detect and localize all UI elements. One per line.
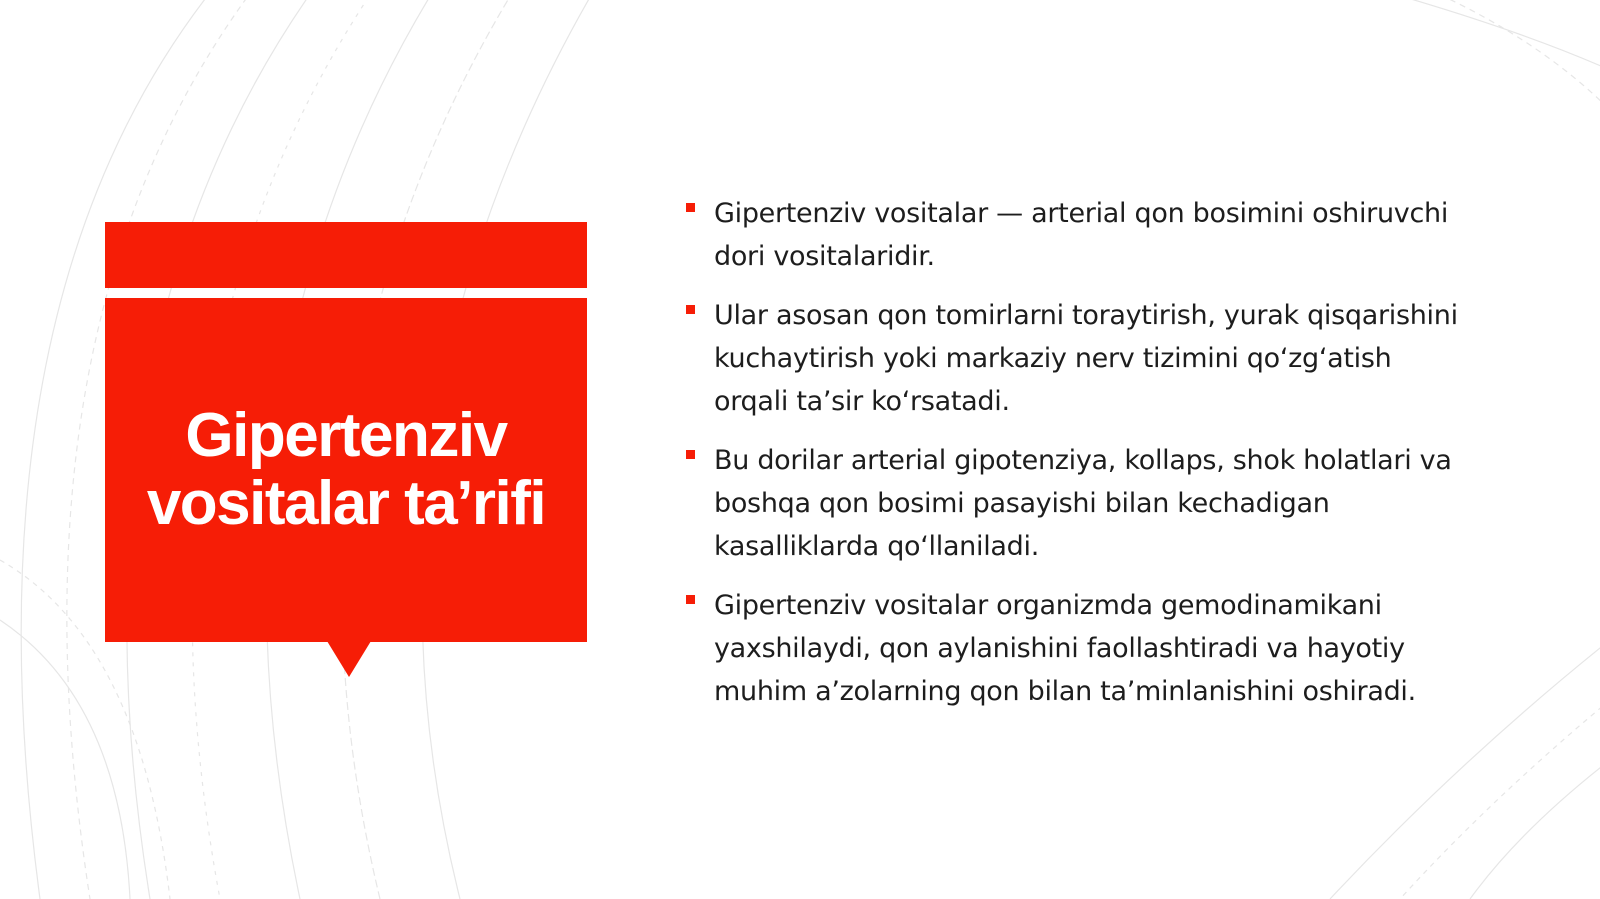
- title-box: [105, 298, 587, 642]
- slide-title: Gipertenziv vositalar ta’rifi: [146, 401, 546, 538]
- bullet-text: Gipertenziv vositalar — arterial qon bosimini oshiruvchi dori vositalaridir.: [714, 198, 1449, 272]
- bullet-item-4: [684, 584, 1464, 713]
- square-bullet-icon: [686, 595, 695, 604]
- square-bullet-icon: [686, 450, 695, 459]
- bg-arc: [0, 620, 130, 899]
- bullet-item-2: [684, 294, 1464, 423]
- bg-arc: [1400, 700, 1600, 899]
- bullet-list: [684, 192, 1464, 729]
- bullet-item-1: [684, 192, 1464, 278]
- square-bullet-icon: [686, 203, 695, 212]
- square-bullet-icon: [686, 305, 695, 314]
- bg-arc: [1380, 0, 1600, 70]
- bullet-text: Gipertenziv vositalar organizmda gemodinamikani yaxshilaydi, qon aylanishini faollashtiradi va hayotiy muhim a’zolarning qon bilan ta’minlanishini oshiradi.: [714, 590, 1416, 707]
- bullet-text: Ular asosan qon tomirlarni toraytirish, yurak qisqarishini kuchaytirish yoki markaziy nerv tizimini qo‘zg‘atish orqali ta’sir ko‘rsatadi.: [714, 300, 1458, 417]
- bullet-text: Bu dorilar arterial gipotenziya, kollaps, shok holatlari va boshqa qon bosimi pasayishi bilan kechadigan kasalliklarda qo‘llaniladi.: [714, 445, 1452, 562]
- bullet-item-3: [684, 439, 1464, 568]
- title-accent-bar: [105, 222, 587, 288]
- bg-arc: [1470, 760, 1600, 899]
- title-callout-pointer: [327, 641, 371, 677]
